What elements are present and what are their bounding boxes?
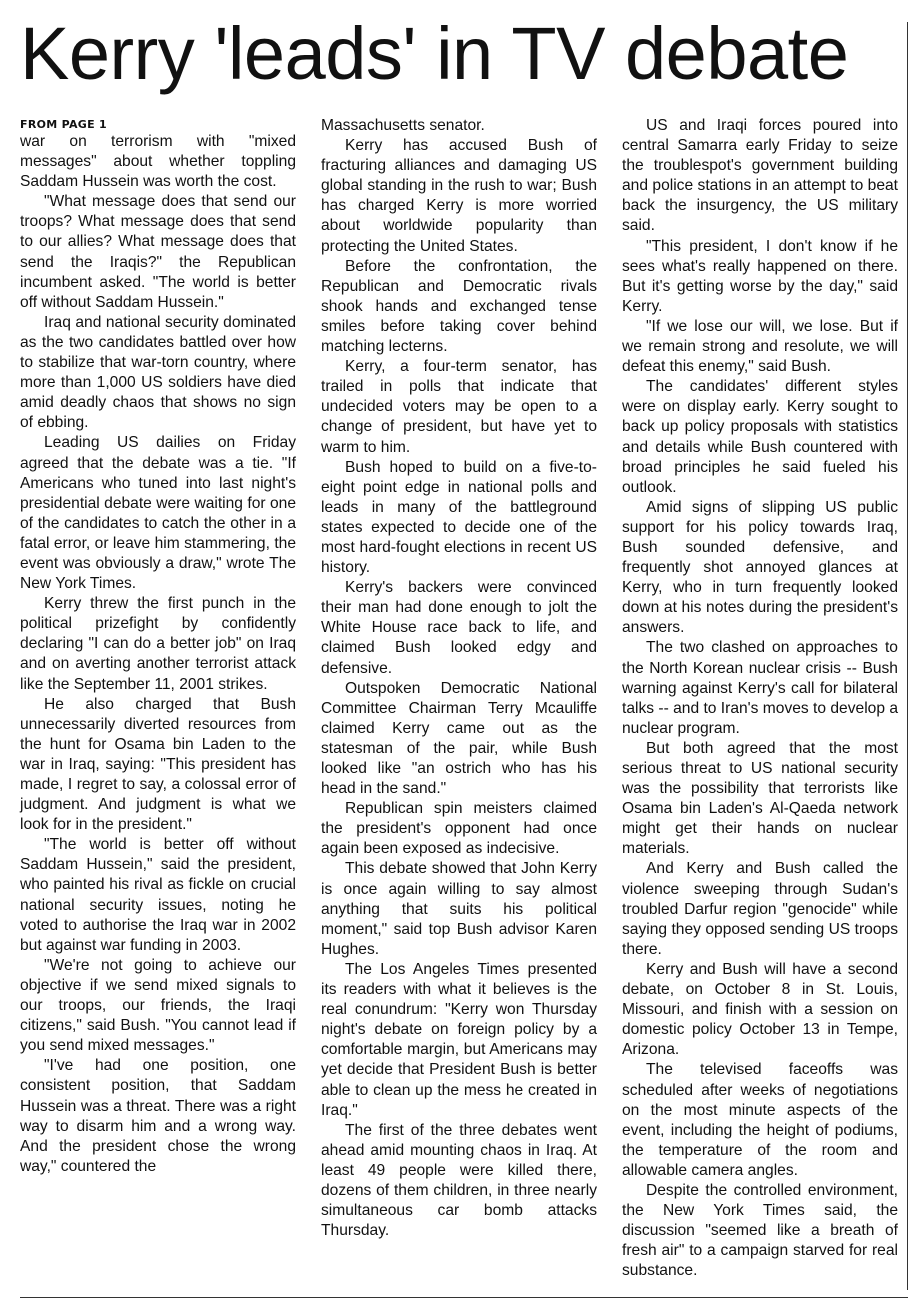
paragraph: He also charged that Bush unnecessarily diverted resources from the hunt for Osama bin Laden to the war in Iraq, saying: "This president has made, I regret to say, a colossal error of judgment. And judgment is what we look for in the president."	[20, 695, 296, 834]
paragraph: The candidates' different styles were on display early. Kerry sought to back up policy proposals with statistics and details while Bush countered with broad principles he said fueled his outlook.	[622, 378, 898, 496]
paragraph: Before the confrontation, the Republican and Democratic rivals shook hands and exchanged tense smiles before taking cover behind matching lecterns.	[321, 257, 597, 356]
paragraph: Massachusetts senator.	[321, 117, 485, 134]
paragraph: "I've had one position, one consistent position, that Saddam Hussein was a threat. There was a right way to disarm him and a wrong way. And the president chose the wrong way," countered the	[20, 1057, 296, 1175]
paragraph: war on terrorism with "mixed messages" about whether toppling Saddam Hussein was worth the cost.	[20, 133, 296, 191]
paragraph: Despite the controlled environment, the New York Times said, the discussion "seemed like a breath of fresh air" to a campaign starved for real substance.	[622, 1181, 898, 1280]
paragraph: And Kerry and Bush called the violence sweeping through Sudan's troubled Darfur region "genocide" while saying they opposed sending US troops there.	[622, 860, 898, 958]
paragraph: Kerry threw the first punch in the political prizefight by confidently declaring "I can do a better job" on Iraq and on averting another terrorist attack like the September 11, 2001 strikes.	[20, 595, 296, 693]
paragraph: Kerry has accused Bush of fracturing alliances and damaging US global standing in the rush to war; Bush has charged Kerry is more worried about worldwide popularity than protecting the United States.	[321, 137, 597, 255]
paragraph: This debate showed that John Kerry is once again willing to say almost anything that suits his political moment," said top Bush advisor Karen Hughes.	[321, 860, 597, 958]
headline: Kerry 'leads' in TV debate	[20, 12, 849, 95]
article-column-3	[622, 116, 898, 1281]
paragraph: US and Iraqi forces poured into central Samarra early Friday to seize the troublespot's government building and police stations in an attempt to beat back the insurgency, the US military said.	[622, 117, 898, 235]
paragraph: "We're not going to achieve our objective if we send mixed signals to our troops, our friends, the Iraqi citizens," said Bush. "You cannot lead if you send mixed messages."	[20, 956, 296, 1055]
paragraph: Kerry's backers were convinced their man had done enough to jolt the White House race back to life, and claimed Bush looked edgy and defensive.	[321, 579, 597, 677]
paragraph: Iraq and national security dominated as the two candidates battled over how to stabilize that war-torn country, where more than 1,000 US soldiers have died amid deadly chaos that shows no sign of ebbing.	[20, 313, 296, 432]
continuation-kicker: FROM PAGE 1	[20, 118, 108, 131]
paragraph: Leading US dailies on Friday agreed that the debate was a tie. "If Americans who tuned into last night's presidential debate were waiting for one of the candidates to catch the other in a fatal error, or leave him stammering, the event was obviously a draw," wrote The New York Times.	[20, 434, 296, 593]
paragraph: The two clashed on approaches to the North Korean nuclear crisis -- Bush warning against Kerry's call for bilateral talks -- and to Iran's moves to develop a nuclear program.	[622, 639, 899, 737]
paragraph: "What message does that send our troops? What message does that send to our allies? What message does that send the Iraqis?" the Republican incumbent asked. "The world is better off without Saddam Hussein."	[20, 193, 296, 311]
paragraph: Kerry, a four-term senator, has trailed in polls that indicate that undecided voters may be open to a change of president, but have yet to warm to him.	[321, 358, 597, 456]
paragraph: "The world is better off without Saddam Hussein," said the president, who painted his rival as fickle on crucial national security issues, noting he voted to authorise the Iraq war in 2002 but against war funding in 2003.	[20, 836, 296, 954]
column-rule-right	[907, 22, 908, 1290]
paragraph: Kerry and Bush will have a second debate, on October 8 in St. Louis, Missouri, and finish with a session on domestic policy October 13 in Tempe, Arizona.	[622, 960, 898, 1059]
paragraph: The first of the three debates went ahead amid mounting chaos in Iraq. At least 49 people were killed there, dozens of them children, in three nearly simultaneous car bomb attacks Thursday.	[321, 1121, 597, 1240]
article-column-1	[20, 116, 296, 1177]
paragraph: Amid signs of slipping US public support for his policy towards Iraq, Bush sounded defensive, and frequently shot annoyed glances at Kerry, who in turn frequently looked down at his notes during the president's answers.	[622, 498, 898, 637]
paragraph: Bush hoped to build on a five-to-eight point edge in national polls and leads in many of the battleground states expected to decide one of the most hard-fought elections in recent US history.	[321, 458, 597, 577]
paragraph: Outspoken Democratic National Committee Chairman Terry Mcauliffe claimed Kerry came out as the statesman of the pair, while Bush looked like "an ostrich who has his head in the sand."	[321, 679, 597, 798]
paragraph: The Los Angeles Times presented its readers with what it believes is the real conundrum: "Kerry won Thursday night's debate on foreign policy by a comfortable margin, but Americans may yet decide that President Bush is better able to clean up the mess he created in Iraq."	[321, 960, 597, 1119]
paragraph: Republican spin meisters claimed the president's opponent had once again been exposed as indecisive.	[321, 800, 597, 858]
paragraph: But both agreed that the most serious threat to US national security was the possibility that terrorists like Osama bin Laden's Al-Qaeda network might get their hands on nuclear materials.	[622, 739, 898, 858]
article-column-2	[321, 116, 597, 1241]
paragraph: "This president, I don't know if he sees what's really happened on there. But it's getting worse by the day," said Kerry.	[622, 237, 898, 315]
paragraph: The televised faceoffs was scheduled after weeks of negotiations on the most minute aspects of the event, including the height of podiums, the temperature of the room and allowable camera angles.	[622, 1061, 898, 1179]
bottom-rule	[20, 1297, 908, 1298]
paragraph: "If we lose our will, we lose. But if we remain strong and resolute, we will defeat this enemy," said Bush.	[622, 317, 898, 376]
